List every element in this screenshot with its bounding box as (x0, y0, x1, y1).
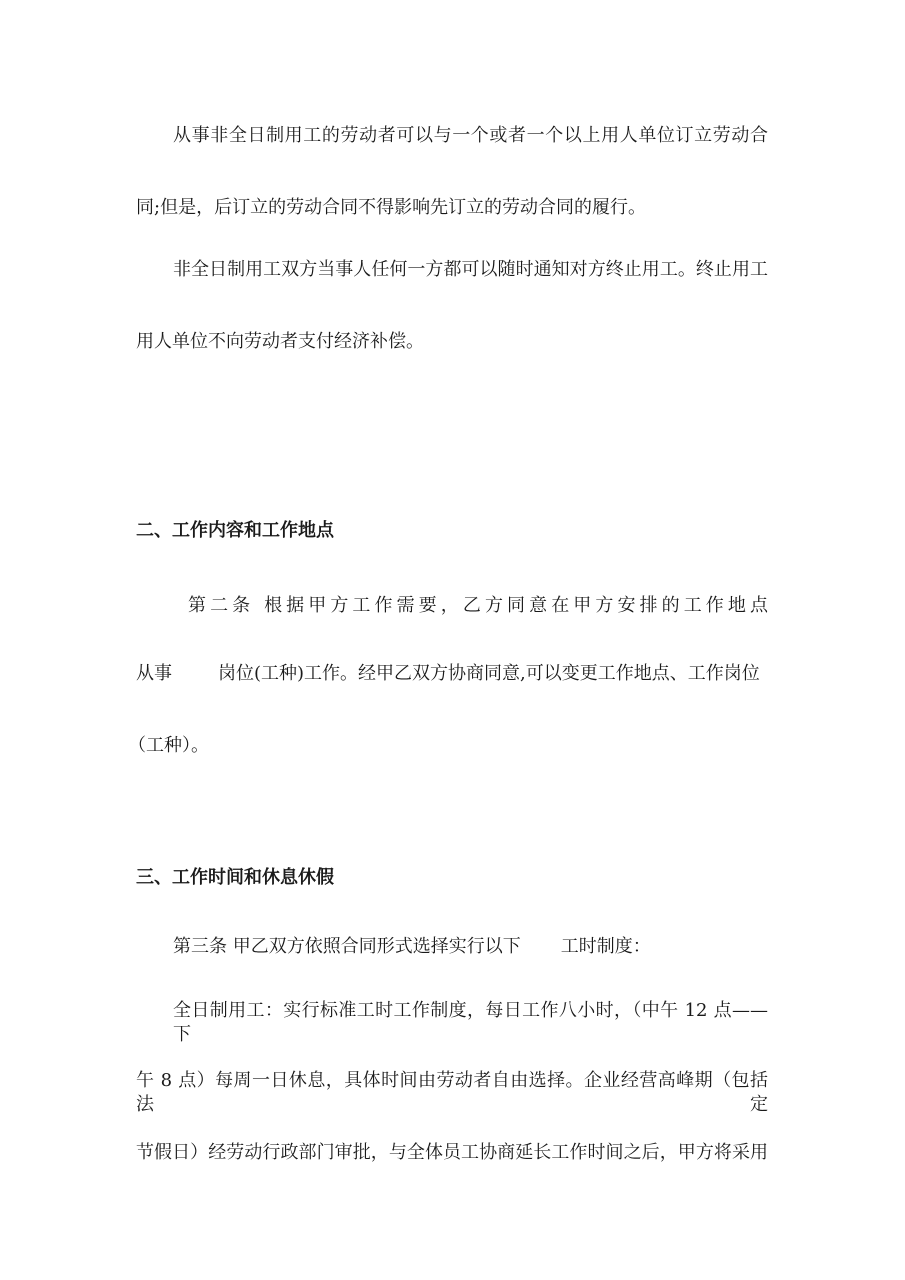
paragraph-line (136, 662, 760, 686)
section-heading: 三、工作时间和休息休假 (136, 867, 334, 888)
paragraph-line: 用人单位不向劳动者支付经济补偿。 (136, 331, 424, 352)
paragraph-line (173, 935, 651, 959)
text-run: 第三条 甲乙双方依照合同形式选择实行以下 (173, 936, 521, 957)
paragraph-line: 同;但是，后订立的劳动合同不得影响先订立的劳动合同的履行。 (136, 197, 647, 218)
paragraph-line: 全日制用工：实行标准工时工作制度，每日工作八小时，（中午 12 点——下 (173, 1000, 768, 1045)
paragraph-line: 从事非全日制用工的劳动者可以与一个或者一个以上用人单位订立劳动合 (173, 125, 768, 146)
paragraph-line: 第二条 根据甲方工作需要，乙方同意在甲方安排的工作地点 (188, 595, 768, 616)
paragraph-line: 节假日）经劳动行政部门审批，与全体员工协商延长工作时间之后，甲方将采用 (136, 1142, 768, 1163)
section-heading: 二、工作内容和工作地点 (136, 520, 334, 541)
text-run: 岗位(工种)工作。经甲乙双方协商同意,可以变更工作地点、工作岗位 (218, 663, 760, 684)
text-run: 工时制度： (560, 936, 651, 957)
paragraph-line: 非全日制用工双方当事人任何一方都可以随时通知对方终止用工。终止用工 (173, 259, 768, 280)
paragraph-line: （工种）。 (128, 735, 209, 756)
text-run: 从事 (136, 663, 172, 684)
paragraph-line: 午 8 点）每周一日休息，具体时间由劳动者自由选择。企业经营高峰期（包括法定 (136, 1070, 768, 1115)
